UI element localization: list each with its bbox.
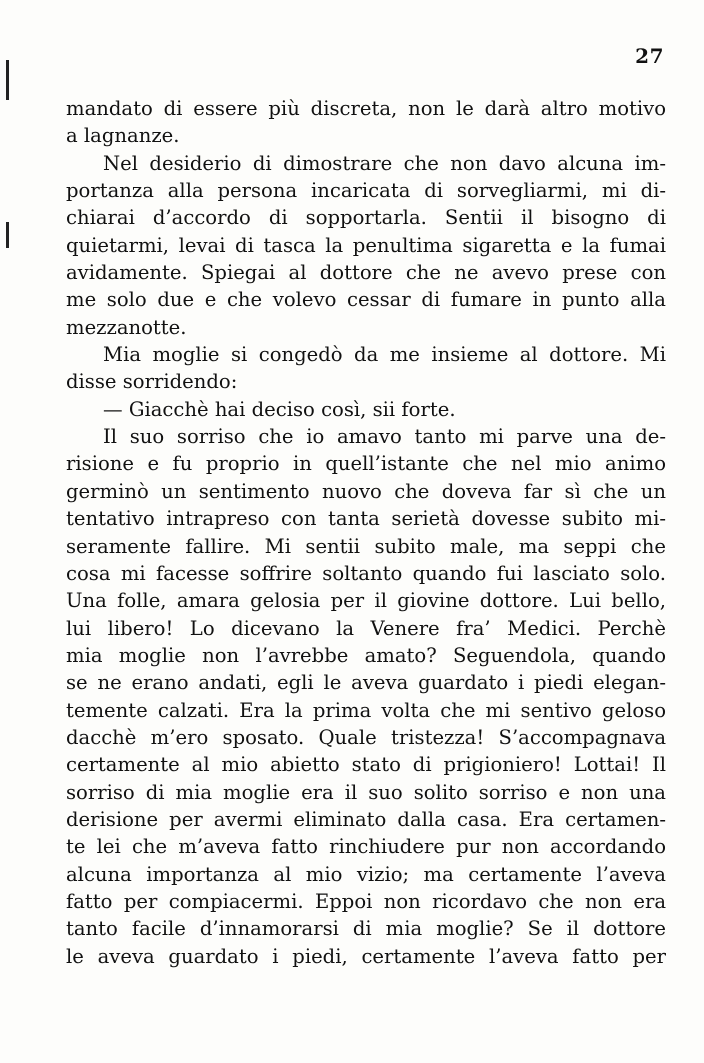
text-line: mandato di essere più discreta, non le darà altro motivo: [66, 97, 666, 120]
text-line: germinò un sentimento nuovo che doveva far sì che un: [66, 479, 666, 503]
text-line: mia moglie non l’avrebbe amato? Seguendola, quando: [66, 643, 666, 667]
text-line: portanza alla persona incaricata di sorvegliarmi, mi di-: [66, 179, 666, 203]
text-line: sorriso di mia moglie era il suo solito sorriso e non una: [66, 780, 666, 804]
text-line: me solo due e che volevo cessar di fumare in punto alla: [66, 288, 666, 312]
text-line: mezzanotte.: [66, 315, 187, 339]
text-line: seramente fallire. Mi sentii subito male, ma seppi che: [66, 534, 666, 558]
text-line: disse sorridendo:: [66, 370, 238, 394]
text-line: alcuna importanza al mio vizio; ma certamente l’aveva: [66, 862, 666, 886]
text-line: fatto per compiacermi. Eppoi non ricordavo che non era: [66, 889, 666, 913]
text-line: — Giacchè hai deciso così, sii forte.: [103, 397, 456, 421]
text-line: quietarmi, levai di tasca la penultima sigaretta e la fumai: [66, 233, 666, 257]
body-text: [66, 95, 666, 970]
text-line: temente calzati. Era la prima volta che mi sentivo geloso: [66, 698, 666, 722]
text-line: certamente al mio abietto stato di prigioniero! Lottai! Il: [66, 753, 666, 777]
text-line: derisione per avermi eliminato dalla casa. Era certamen-: [66, 807, 666, 831]
page-number: 27: [635, 44, 664, 68]
text-line: tanto facile d’innamorarsi di mia moglie? Se il dottore: [66, 917, 666, 941]
text-line: Una folle, amara gelosia per il giovine dottore. Lui bello,: [66, 589, 666, 613]
text-line: risione e fu proprio in quell’istante che nel mio animo: [66, 452, 666, 476]
text-line: lui libero! Lo dicevano la Venere fra’ Medici. Perchè: [66, 616, 666, 640]
margin-mark: [6, 60, 9, 100]
text-line: Nel desiderio di dimostrare che non davo alcuna im-: [103, 151, 666, 175]
text-line: Mia moglie si congedò da me insieme al dottore. Mi: [103, 343, 666, 367]
text-line: cosa mi facesse soffrire soltanto quando fui lasciato solo.: [66, 561, 666, 585]
text-line: se ne erano andati, egli le aveva guardato i piedi elegan-: [66, 671, 666, 695]
text-line: avidamente. Spiegai al dottore che ne avevo prese con: [66, 261, 666, 285]
text-line: Il suo sorriso che io amavo tanto mi parve una de-: [103, 425, 666, 449]
text-line: a lagnanze.: [66, 124, 180, 148]
text-line: le aveva guardato i piedi, certamente l’aveva fatto per: [66, 944, 666, 968]
margin-mark: [6, 222, 9, 248]
text-line: dacchè m’ero sposato. Quale tristezza! S’accompagnava: [66, 725, 666, 749]
text-line: chiarai d’accordo di sopportarla. Sentii il bisogno di: [66, 206, 666, 230]
text-line: tentativo intrapreso con tanta serietà dovesse subito mi-: [66, 507, 666, 531]
text-line: te lei che m’aveva fatto rinchiudere pur non accordando: [66, 835, 666, 859]
